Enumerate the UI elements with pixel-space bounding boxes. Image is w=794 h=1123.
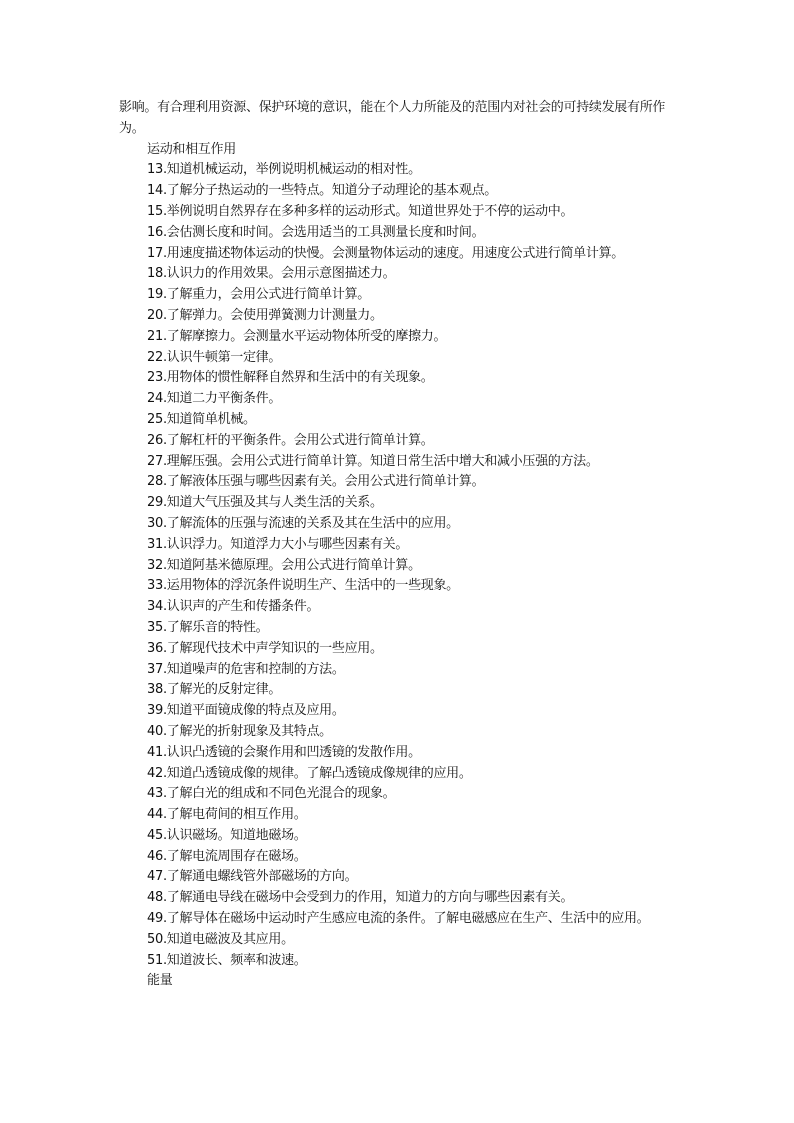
intro-paragraph: 影响。有合理利用资源、保护环境的意识，能在个人力所能及的范围内对社会的可持续发展有所作为。 (119, 100, 666, 136)
list-item: 49.了解导体在磁场中运动时产生感应电流的条件。了解电磁感应在生产、生活中的应用。 (147, 911, 650, 927)
list-item: 26.了解杠杆的平衡条件。会用公式进行简单计算。 (147, 432, 434, 448)
list-item: 18.认识力的作用效果。会用示意图描述力。 (147, 266, 396, 282)
list-item: 19.了解重力，会用公式进行简单计算。 (147, 287, 370, 303)
list-item: 23.用物体的惯性解释自然界和生活中的有关现象。 (147, 370, 434, 386)
list-item: 45.认识磁场。知道地磁场。 (147, 827, 307, 843)
list-item: 17.用速度描述物体运动的快慢。会测量物体运动的速度。用速度公式进行简单计算。 (147, 245, 624, 261)
list-item: 37.知道噪声的危害和控制的方法。 (147, 661, 345, 677)
list-item: 34.认识声的产生和传播条件。 (147, 599, 320, 615)
standards-list (119, 160, 677, 971)
section-heading-energy: 能量 (147, 973, 173, 989)
list-item: 29.知道大气压强及其与人类生活的关系。 (147, 495, 383, 511)
list-item: 35.了解乐音的特性。 (147, 619, 269, 635)
list-item: 28.了解液体压强与哪些因素有关。会用公式进行简单计算。 (147, 474, 485, 490)
list-item: 16.会估测长度和时间。会选用适当的工具测量长度和时间。 (147, 224, 485, 240)
list-item: 47.了解通电螺线管外部磁场的方向。 (147, 869, 358, 885)
list-item: 27.理解压强。会用公式进行简单计算。知道日常生活中增大和减小压强的方法。 (147, 453, 599, 469)
list-item: 14.了解分子热运动的一些特点。知道分子动理论的基本观点。 (147, 183, 497, 199)
list-item: 30.了解流体的压强与流速的关系及其在生活中的应用。 (147, 515, 459, 531)
list-item: 40.了解光的折射现象及其特点。 (147, 723, 332, 739)
list-item: 48.了解通电导线在磁场中会受到力的作用，知道力的方向与哪些因素有关。 (147, 890, 574, 906)
list-item: 22.认识牛顿第一定律。 (147, 349, 282, 365)
list-item: 21.了解摩擦力。会测量水平运动物体所受的摩擦力。 (147, 328, 447, 344)
list-item: 38.了解光的反射定律。 (147, 682, 282, 698)
list-item: 39.知道平面镜成像的特点及应用。 (147, 703, 345, 719)
list-item: 33.运用物体的浮沉条件说明生产、生活中的一些现象。 (147, 578, 459, 594)
list-item: 20.了解弹力。会使用弹簧测力计测量力。 (147, 307, 383, 323)
list-item: 31.认识浮力。知道浮力大小与哪些因素有关。 (147, 536, 409, 552)
section-heading-motion: 运动和相互作用 (147, 141, 236, 157)
list-item: 36.了解现代技术中声学知识的一些应用。 (147, 640, 383, 656)
list-item: 15.举例说明自然界存在多种多样的运动形式。知道世界处于不停的运动中。 (147, 203, 574, 219)
list-item: 42.知道凸透镜成像的规律。了解凸透镜成像规律的应用。 (147, 765, 472, 781)
document-body (119, 98, 677, 992)
list-item: 25.知道简单机械。 (147, 411, 256, 427)
list-item: 13.知道机械运动，举例说明机械运动的相对性。 (147, 162, 421, 178)
list-item: 44.了解电荷间的相互作用。 (147, 807, 307, 823)
list-item: 24.知道二力平衡条件。 (147, 391, 282, 407)
list-item: 46.了解电流周围存在磁场。 (147, 848, 307, 864)
list-item: 50.知道电磁波及其应用。 (147, 931, 294, 947)
list-item: 41.认识凸透镜的会聚作用和凹透镜的发散作用。 (147, 744, 421, 760)
list-item: 32.知道阿基米德原理。会用公式进行简单计算。 (147, 557, 421, 573)
list-item: 51.知道波长、频率和波速。 (147, 952, 307, 968)
list-item: 43.了解白光的组成和不同色光混合的现象。 (147, 786, 396, 802)
